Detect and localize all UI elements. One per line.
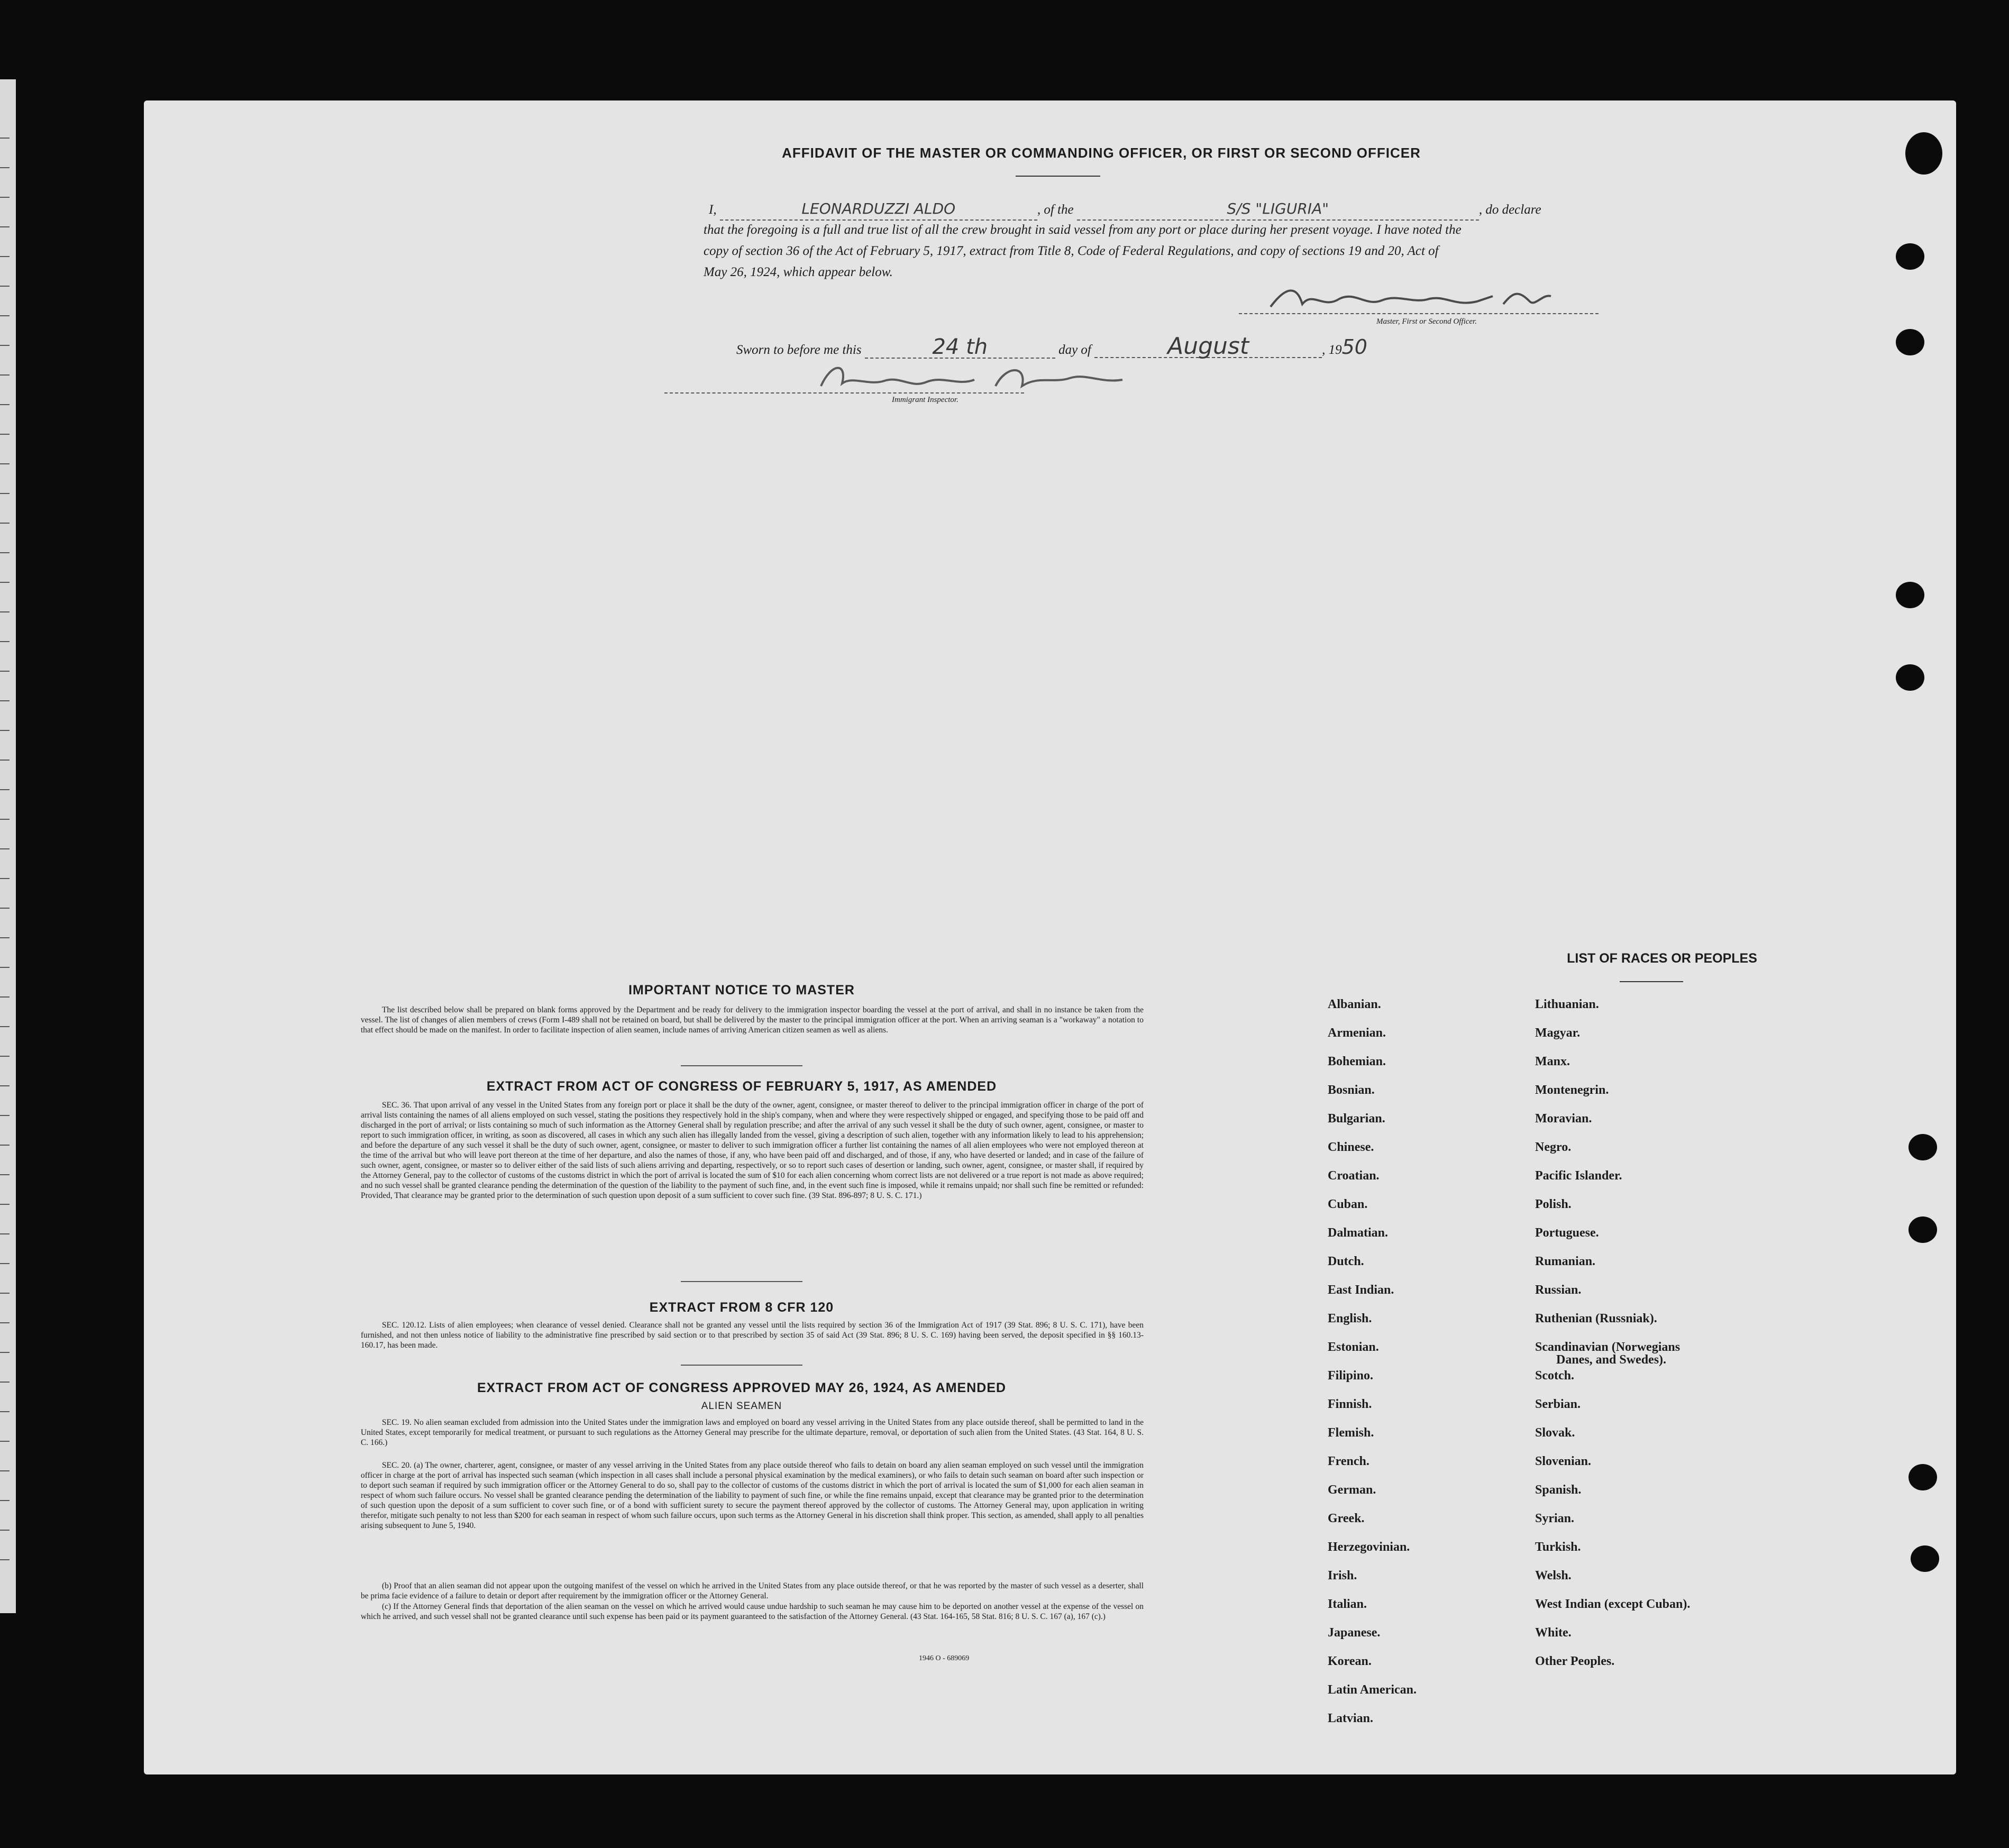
race-item: Slovenian. [1535,1454,1592,1468]
race-item: Syrian. [1535,1512,1575,1525]
sworn-line [736,333,1477,361]
film-edge-tick [0,1441,10,1442]
sworn-year-field: 50 [1341,335,1367,359]
extract-1924-sec19: SEC. 19. No alien seaman excluded from admission into the United States under the immigration laws and employed on board any vessel arriving in the United States from any place outside thereof, shall be permitted to land in the United States, except temporarily for medical treatment, or pursuant to such regulations as the Attorney General may prescribe for the ultimate departure, removal, or deportation of such alien from the United States. (43 Stat. 164, 8 U. S. C. 166.) [361,1418,1144,1447]
sworn-month-field: August [1094,336,1322,358]
film-edge-tick [0,848,10,849]
document-page [144,100,1956,1774]
race-item: Portuguese. [1535,1226,1599,1240]
declaration-line-1 [704,198,1709,221]
race-item: Dalmatian. [1328,1226,1388,1240]
race-item: Japanese. [1328,1626,1381,1640]
race-item: Lithuanian. [1535,998,1599,1011]
extract-1924-title: EXTRACT FROM ACT OF CONGRESS APPROVED MAY 26, 1924, AS AMENDED [477,1380,1007,1395]
race-item: French. [1328,1454,1369,1468]
race-item: Cuban. [1328,1197,1368,1211]
film-edge-tick [0,256,10,257]
race-item: Manx. [1535,1055,1570,1068]
print-code: 1946 O - 689069 [919,1654,970,1662]
race-item: Pacific Islander. [1535,1169,1622,1183]
film-edge-tick [0,1352,10,1353]
race-item: Montenegrin. [1535,1083,1609,1097]
film-edge-tick [0,730,10,731]
film-edge-tick [0,1145,10,1146]
notice-body: The list described below shall be prepared on blank forms approved by the Department and be ready for delivery to the immigration inspector boarding the vessel at the port of arrival, and shall in no instance be taken from the vessel. The list of changes of alien members of crews (Form I-489 shall not be retained on board, but shall be delivered by the master to the principal immigration officer at the port. When an arriving seaman is a "workaway" a notation to that effect should be made on the manifest. In order to facilitate inspection of alien seamen, include names of arriving American citizen seamen as well as aliens. [361,1005,1144,1035]
punch-hole [1896,582,1924,608]
film-edge-tick [0,374,10,376]
race-item: West Indian (except Cuban). [1535,1597,1691,1611]
film-edge-tick [0,1204,10,1205]
film-edge-tick [0,937,10,938]
film-edge-tick [0,1174,10,1175]
race-item: Latin American. [1328,1683,1417,1697]
film-edge-tick [0,908,10,909]
sworn-label: Sworn to before me this [736,343,862,357]
title-rule [1016,176,1100,177]
film-edge-tick [0,286,10,287]
race-item: White. [1535,1626,1572,1640]
master-signature [1255,280,1657,317]
punch-hole [1911,1545,1939,1572]
race-item: Irish. [1328,1569,1357,1582]
film-edge-tick [0,138,10,139]
race-item: Russian. [1535,1283,1582,1297]
film-edge-tick [0,996,10,998]
film-edge-tick [0,315,10,316]
master-signature-line [1239,313,1599,314]
race-item: Albanian. [1328,998,1381,1011]
extract-cfr-body: SEC. 120.12. Lists of alien employees; when clearance of vessel denied. Clearance shall not be granted any vessel until the lists required by section 36 of the Immigration Act of 1917 (39 Stat. 896; 8 U. S. C. 171), have been furnished, and not then unless notice of liability to the administrative fine prescribed by said section or to that prescribed by section 35 of said Act (39 Stat. 896; 8 U. S. C. 169) having been served, the deposit specified in §§ 160.13-160.17, has been made. [361,1321,1144,1350]
race-item: Serbian. [1535,1397,1581,1411]
film-edge-tick [0,523,10,524]
inspector-caption: Immigrant Inspector. [892,396,958,404]
extract-1917-body: SEC. 36. That upon arrival of any vessel in the United States from any foreign port or place it shall be the duty of the owner, agent, consignee, or master thereof to deliver to the principal immigration officer in charge of the port of arrival lists containing the names of all aliens employed on such vessel, stating the positions they respectively hold in the ship's company, when and where they were respectively shipped or engaged, and specifying those to be paid off and discharged in the port of arrival; or lists containing so much of such information as the Attorney General shall by regulation prescribe; and after the arrival of any such vessel it shall be the duty of such owner, agent, consignee, or master to report to such immigration officer, in writing, as soon as discovered, all cases in which any such alien has illegally landed from the vessel, giving a description of such alien, together with any information likely to lead to his apprehension; and before the departure of any such vessel it shall be the duty of such owner, agent, consignee, or master to deliver to such immigration officer a further list containing the names of all alien employees who were not employed thereon at the time of the arrival but who will leave port thereon at the time of her departure, and also the names of those, if any, who have been paid off and discharged, and of those, if any, who have deserted or landed; and in case of the failure of such owner, agent, consignee, or master so to deliver either of the said lists of such aliens arriving and departing, respectively, or so to report such cases of desertion or landing, such owner, agent, consignee, or master shall, if required by the Attorney General, pay to the collector of customs of the customs district in which the port of arrival is located the sum of $10 for each alien concerning whom correct lists are not delivered or a true report is not made as above required; and no such vessel shall be granted clearance pending the determination of the question of the liability to the payment of such fine, and, in the event such fine is imposed, while it remains unpaid; nor shall such fine be remitted or refunded: Provided, That clearance may be granted prior to the determination of such question upon deposit of a sum sufficient to cover such fine. (39 Stat. 896-897; 8 U. S. C. 171.) [361,1101,1144,1200]
races-title-rule [1620,981,1683,982]
declaration-line-2: that the foregoing is a full and true list of all the crew brought in said vessel from any port or place during her present voyage. I have noted the [704,223,1462,237]
extract-1917-title: EXTRACT FROM ACT OF CONGRESS OF FEBRUARY 5, 1917, AS AMENDED [486,1079,997,1094]
film-edge-tick [0,789,10,790]
extract-1924-sec20c: (c) If the Attorney General finds that deportation of the alien seaman on the vessel on which he arrived would cause undue hardship to such seaman he may cause him to be deported on another vessel at the expense of the vessel on which he arrived, and such vessel shall not be granted clearance until such expense has been paid or its payment guaranteed to the satisfaction of the Attorney General. (43 Stat. 164-165, 58 Stat. 816; 8 U. S. C. 167 (a), 167 (c).) [361,1602,1144,1621]
punch-hole [1896,329,1924,355]
race-item: English. [1328,1312,1372,1325]
film-edge-tick [0,671,10,672]
race-item: Polish. [1535,1197,1572,1211]
race-item: Herzegovinian. [1328,1540,1410,1554]
film-edge-tick [0,819,10,820]
film-edge-tick [0,167,10,168]
race-item: Finnish. [1328,1397,1372,1411]
film-edge-tick [0,552,10,553]
master-caption: Master, First or Second Officer. [1376,317,1477,326]
race-item: Negro. [1535,1140,1572,1154]
film-edge-tick [0,967,10,968]
race-item: Filipino. [1328,1369,1374,1383]
race-item: Slovak. [1535,1426,1575,1440]
punch-hole [1908,1134,1937,1160]
declaration-line-4: May 26, 1924, which appear below. [704,265,893,279]
film-edge-tick [0,611,10,612]
film-edge-tick [0,1382,10,1383]
race-item: Rumanian. [1535,1255,1596,1268]
race-item: Danes, and Swedes). [1556,1353,1667,1367]
race-item: Italian. [1328,1597,1367,1611]
film-edge-tick [0,878,10,879]
race-item: Croatian. [1328,1169,1380,1183]
race-item: Spanish. [1535,1483,1582,1497]
film-edge-tick [0,345,10,346]
race-item: Estonian. [1328,1340,1379,1354]
film-edge-tick [0,641,10,642]
extract-1924-sec20a: SEC. 20. (a) The owner, charterer, agent, consignee, or master of any vessel arriving in the United States from any place outside thereof who fails to detain on board any alien seaman employed on such vessel until the immigration officer in charge at the port of arrival has inspected such seaman (which inspection in all cases shall include a personal physical examination by the medical examiners), or who fails to detain such seaman on board after such inspection or to deport such seaman if required by such immigration officer or the Attorney General to do so, shall pay to the collector of customs of the customs district in which the port of arrival is located the sum of $1,000 for each alien seaman in respect of whom such failure occurs. No vessel shall be granted clearance pending the determination of the liability to payment of such fine, or while the fine remains unpaid, except that clearance may be granted prior to the determination of such question upon the deposit of a sum sufficient to cover such fine, or of a bond with sufficient surety to secure the payment thereof approved by the collector of customs. The Attorney General may, upon application in writing therefor, mitigate such penalty to not less than $200 for each seaman in respect of whom such failure occurs, upon such terms as the Attorney General in his discretion shall think proper. This section, as amended, shall apply to all penalties arising subsequent to June 5, 1940. [361,1461,1144,1530]
race-item: German. [1328,1483,1376,1497]
race-item: Ruthenian (Russniak). [1535,1312,1657,1325]
race-item: Scotch. [1535,1369,1574,1383]
punch-hole [1896,243,1924,270]
declaration-i: I, [709,203,717,217]
film-edge-tick [0,1470,10,1471]
film-edge-tick [0,1056,10,1057]
film-edge-tick [0,582,10,583]
race-item: Latvian. [1328,1712,1374,1725]
race-item: Flemish. [1328,1426,1374,1440]
film-edge-tick [0,760,10,761]
race-item: Chinese. [1328,1140,1374,1154]
race-item: Bulgarian. [1328,1112,1385,1126]
race-item: Bohemian. [1328,1055,1386,1068]
punch-hole-torn [1905,132,1942,175]
notice-divider [681,1065,802,1066]
vessel-name-field: S/S "LIGURIA" [1077,198,1479,221]
race-item: Bosnian. [1328,1083,1375,1097]
race-item: Korean. [1328,1654,1372,1668]
extract-1924-subtitle: ALIEN SEAMEN [701,1401,782,1412]
film-edge-tick [0,1085,10,1086]
film-edge-tick [0,1233,10,1234]
film-edge-tick [0,197,10,198]
film-edge-tick [0,226,10,227]
sworn-day-field: 24 th [865,336,1055,359]
day-of-label: day of [1058,343,1091,357]
punch-hole [1908,1464,1937,1490]
film-edge-tick [0,1026,10,1027]
race-item: East Indian. [1328,1283,1394,1297]
races-title: LIST OF RACES OR PEOPLES [1567,951,1757,966]
film-edge-tick [0,1411,10,1412]
film-edge-tick [0,1322,10,1323]
film-edge-tick [0,1559,10,1560]
extract-cfr-title: EXTRACT FROM 8 CFR 120 [649,1300,834,1315]
year-prefix: , 19 [1322,343,1342,357]
affidavit-title: AFFIDAVIT OF THE MASTER OR COMMANDING OFFICER, OR FIRST OR SECOND OFFICER [782,145,1421,161]
race-item: Scandinavian (Norwegians [1535,1340,1681,1354]
punch-hole [1896,664,1924,691]
film-edge-tick [0,1530,10,1531]
punch-hole [1908,1216,1937,1243]
race-item: Other Peoples. [1535,1654,1615,1668]
race-item: Armenian. [1328,1026,1386,1040]
film-edge-tick [0,493,10,494]
race-item: Turkish. [1535,1540,1581,1554]
race-item: Moravian. [1535,1112,1592,1126]
extract-cfr-divider [681,1365,802,1366]
extract-1924-sec20b: (b) Proof that an alien seaman did not appear upon the outgoing manifest of the vessel on which he arrived in the United States from any place outside thereof, or that he was reported by the master of such vessel as a deserter, shall be prima facie evidence of a failure to detain or deport after requirement by the immigration officer or the Attorney General. [361,1581,1144,1600]
race-item: Dutch. [1328,1255,1364,1268]
film-edge-tick [0,1263,10,1264]
film-edge-tick [0,1293,10,1294]
film-edge-tick [0,463,10,464]
film-edge-tick [0,434,10,435]
film-edge-tick [0,700,10,701]
do-declare-label: , do declare [1478,203,1541,217]
film-edge-tick [0,404,10,405]
film-edge-tick [0,1500,10,1501]
notice-title: IMPORTANT NOTICE TO MASTER [628,983,855,998]
race-item: Greek. [1328,1512,1365,1525]
extract-1917-divider [681,1281,802,1282]
film-edge-tick [0,1115,10,1116]
of-the-label: , of the [1037,203,1074,217]
inspector-signature-line [664,392,1024,394]
officer-name-field: LEONARDUZZI ALDO [720,198,1037,221]
film-edge-strip [0,79,16,1613]
race-item: Welsh. [1535,1569,1572,1582]
declaration-line-3: copy of section 36 of the Act of February 5, 1917, extract from Title 8, Code of Federal Regulations, and copy of sections 19 and 20, Act of [704,244,1439,258]
inspector-signature [805,360,1175,397]
race-item: Magyar. [1535,1026,1581,1040]
